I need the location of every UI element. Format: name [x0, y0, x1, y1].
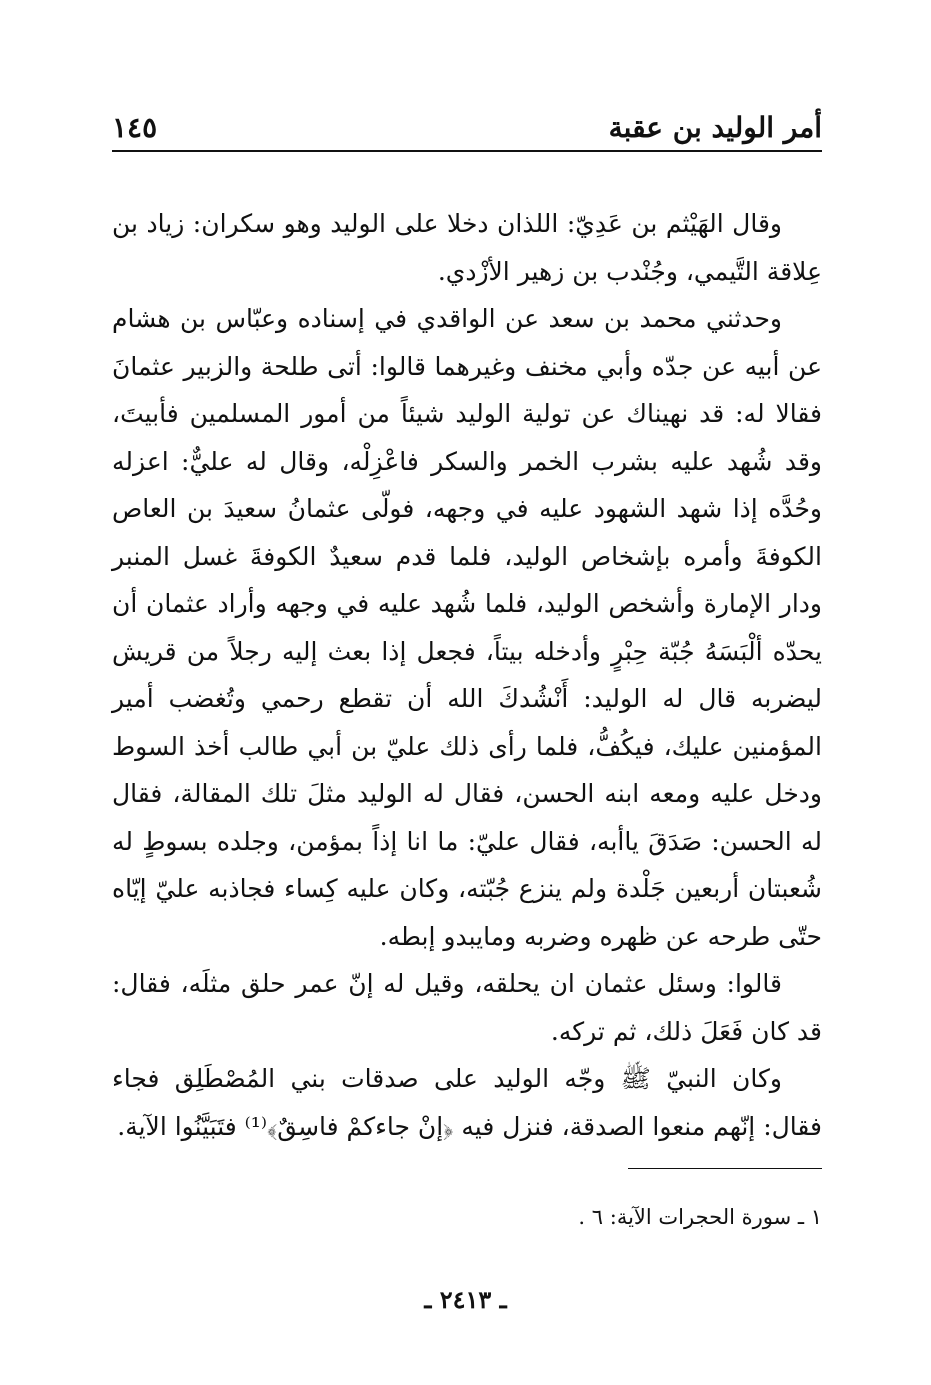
paragraph-4: وكان النبيّ ﷺ وجّه الوليد على صدقات بني المُصْطَلِق فجاء فقال: إنّهم منعوا الصدقة، فنزل فيه ﴿إنْ جاءكمْ فاسِقٌ﴾⁽¹⁾ فتَبَيَّنُوا الآية. [112, 1064, 822, 1141]
footnote: ١ ـ سورة الحجرات الآية: ٦ . [578, 1205, 822, 1229]
page-number: ١٤٥ [112, 111, 158, 144]
body-text [112, 200, 822, 1150]
header-rule [112, 150, 822, 152]
running-title: أمر الوليد بن عقبة [608, 111, 822, 144]
paragraph-1: وقال الهَيْثم بن عَدِيّ: اللذان دخلا على الوليد وهو سكران: زياد بن عِلاقة التَّيمي، وجُنْدب بن زهير الأزْدي. [112, 209, 822, 286]
paragraph-2: وحدثني محمد بن سعد عن الواقدي في إسناده وعبّاس بن هشام عن أبيه عن جدّه وأبي مخنف وغيرهما قالوا: أتى طلحة والزبير عثمانَ فقالا له: قد نهيناك عن تولية الوليد شيئاً من أمور المسلمين فأبيتَ، وقد شُهد عليه بشرب الخمر والسكر فاعْزِلْه، وقال له عليٌّ: اعزله وحُدَّه إذا شهد الشهود عليه في وجهه، فولّى عثمانُ سعيدَ بن العاص الكوفةَ وأمره بإشخاص الوليد، فلما قدم سعيدٌ الكوفةَ غسل المنبر ودار الإمارة وأشخص الوليد، فلما شُهد عليه في وجهه وأراد عثمان أن يحدّه ألْبَسَهُ جُبّة حِبْرٍ وأدخله بيتاً، فجعل إذا بعث إليه رجلاً من قريش ليضربه قال له الوليد: أَنْشُدكَ الله أن تقطع رحمي وتُغضب أمير المؤمنين عليك، فيكُفُّ، فلما رأى ذلك عليّ بن أبي طالب أخذ السوط ودخل عليه ومعه ابنه الحسن، فقال له الوليد مثلَ تلك المقالة، فقال له الحسن: صَدَقَ ياأبه، فقال عليّ: ما انا إذاً بمؤمن، وجلده بسوطٍ له شُعبتان أربعين جَلْدة ولم ينزع جُبّته، وكان عليه كِساء فجاذبه عليّ إيّاه حتّى طرحه عن ظهره وضربه ومايبدو إبطه. [112, 304, 822, 951]
footnote-rule [628, 1168, 822, 1169]
page-header [112, 108, 822, 152]
folio-number: ـ ٢٤١٣ ـ [424, 1285, 507, 1314]
paragraph-3: قالوا: وسئل عثمان ان يحلقه، وقيل له إنّ عمر حلق مثلَه، فقال: قد كان فَعَلَ ذلك، ثم تركه. [112, 969, 822, 1046]
